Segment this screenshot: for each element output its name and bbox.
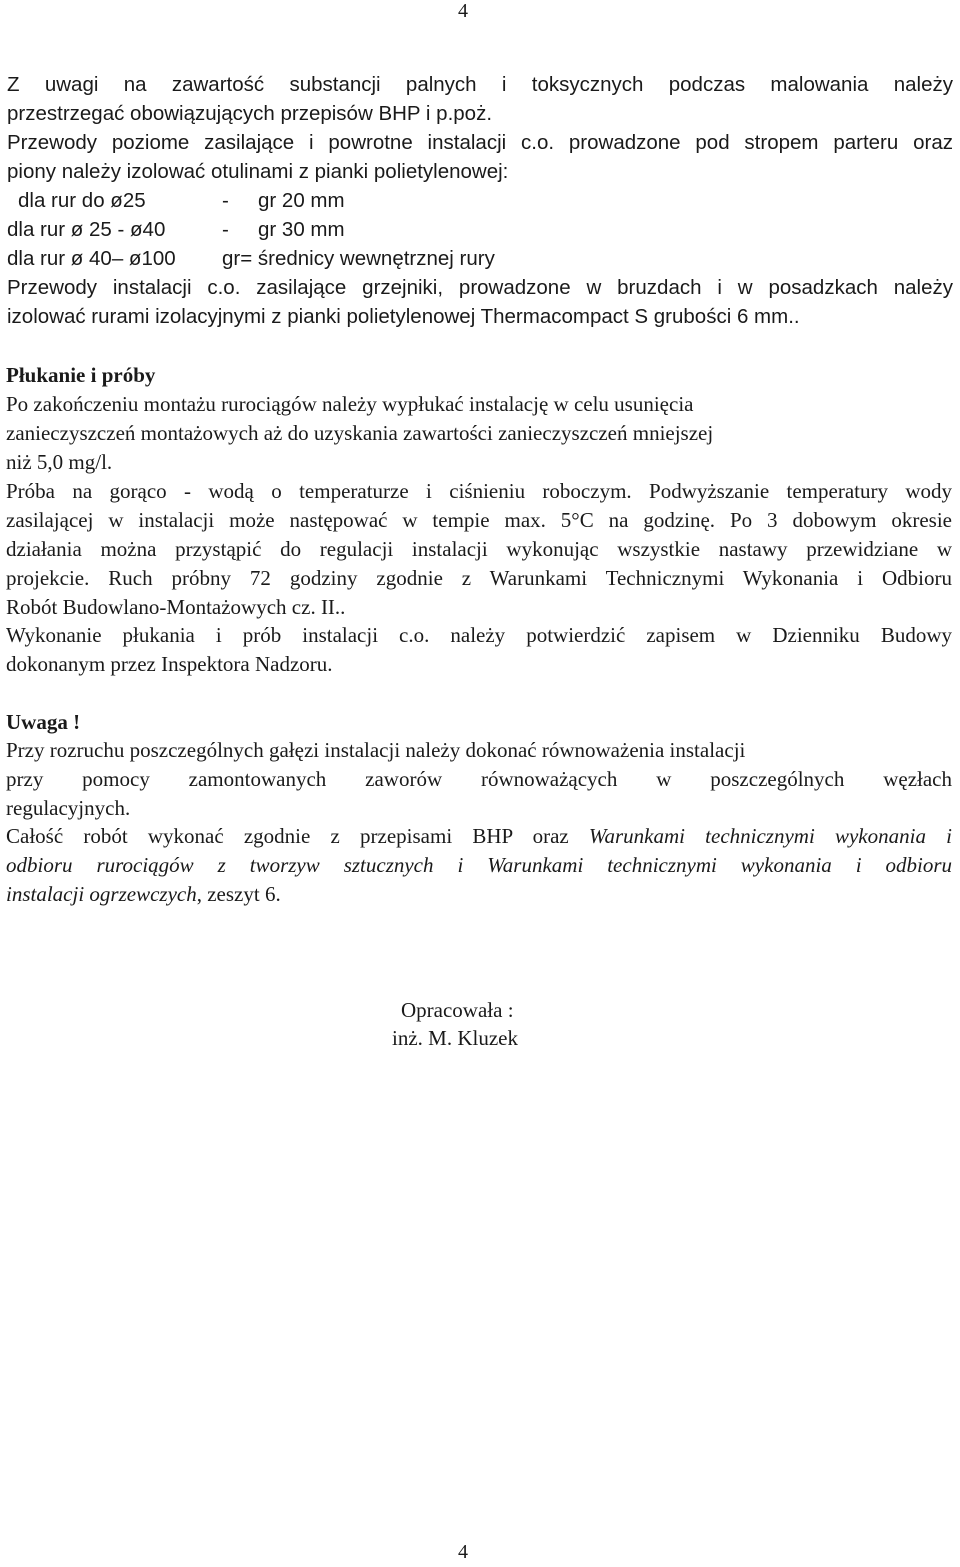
insulation-thickness-1: gr 20 mm [258, 189, 345, 212]
heaters-line-2: izolować rurami izolacyjnymi z pianki polietylenowej Thermacompact S grubości 6 mm.. [7, 305, 800, 328]
signature-label: Opracowała : [401, 998, 514, 1022]
intro-line-1: Z uwagi na zawartość substancji palnych i toksycznych podczas malowania należy [7, 73, 953, 96]
insulation-dim-2: dla rur ø 25 - ø40 [7, 218, 166, 241]
note-line-5-italic: odbioru rurociągów z tworzyw sztucznych i Warunkami technicznymi wykonania i odbioru [6, 853, 952, 877]
note-line-6-italic: instalacji ogrzewczych [6, 882, 197, 906]
page-number-top: 4 [458, 0, 468, 22]
insulation-thickness-3: gr= średnicy wewnętrznej rury [222, 247, 495, 270]
note-line-3: regulacyjnych. [6, 796, 131, 820]
flushing-heading: Płukanie i próby [6, 363, 156, 387]
note-line-4 [6, 824, 952, 849]
flushing-line-2: zanieczyszczeń montażowych aż do uzyskania zawartości zanieczyszczeń mniejszej [6, 421, 714, 445]
signature-name: inż. M. Kluzek [392, 1026, 518, 1050]
insulation-sep-1: - [222, 189, 229, 212]
intro-line-4: piony należy izolować otulinami z pianki polietylenowej: [7, 160, 509, 183]
flushing-line-1: Po zakończeniu montażu rurociągów należy wypłukać instalację w celu usunięcia [6, 392, 694, 416]
flushing-line-7: projekcie. Ruch próbny 72 godziny zgodnie z Warunkami Technicznymi Wykonania i Odbioru [6, 566, 952, 590]
flushing-line-9: Wykonanie płukania i prób instalacji c.o. należy potwierdzić zapisem w Dzienniku Budowy [6, 623, 952, 647]
heaters-line-1: Przewody instalacji c.o. zasilające grzejniki, prowadzone w bruzdach i w posadzkach należy [7, 276, 953, 299]
note-line-2: przy pomocy zamontowanych zaworów równoważących w poszczególnych węzłach [6, 767, 952, 791]
flushing-line-6: działania można przystąpić do regulacji instalacji wykonując wszystkie nastawy przewidziane w [6, 537, 952, 561]
flushing-line-10: dokonanym przez Inspektora Nadzoru. [6, 652, 333, 676]
intro-line-3: Przewody poziome zasilające i powrotne instalacji c.o. prowadzone pod stropem parteru oraz [7, 131, 953, 154]
note-heading: Uwaga ! [6, 710, 81, 734]
note-line-6-plain: , zeszyt 6. [196, 882, 281, 906]
flushing-line-5: zasilającej w instalacji może następować w tempie max. 5°C na godzinę. Po 3 dobowym okresie [6, 508, 952, 532]
note-line-6 [6, 882, 281, 907]
flushing-line-4: Próba na gorąco - wodą o temperaturze i ciśnieniu roboczym. Podwyższanie temperatury wody [6, 479, 952, 503]
note-line-4-plain: Całość robót wykonać zgodnie z przepisami BHP oraz [6, 824, 569, 848]
note-line-4-italic: Warunkami technicznymi wykonania i [588, 824, 952, 848]
intro-line-2: przestrzegać obowiązujących przepisów BHP i p.poż. [7, 102, 493, 125]
flushing-line-3: niż 5,0 mg/l. [6, 450, 113, 474]
page-number-bottom: 4 [458, 1541, 468, 1563]
insulation-thickness-2: gr 30 mm [258, 218, 345, 241]
insulation-sep-2: - [222, 218, 229, 241]
insulation-dim-1: dla rur do ø25 [18, 189, 146, 212]
insulation-dim-3: dla rur ø 40– ø100 [7, 247, 176, 270]
note-line-5 [6, 853, 952, 878]
note-line-1: Przy rozruchu poszczególnych gałęzi instalacji należy dokonać równoważenia instalacji [6, 738, 746, 762]
flushing-line-8: Robót Budowlano-Montażowych cz. II.. [6, 595, 346, 619]
